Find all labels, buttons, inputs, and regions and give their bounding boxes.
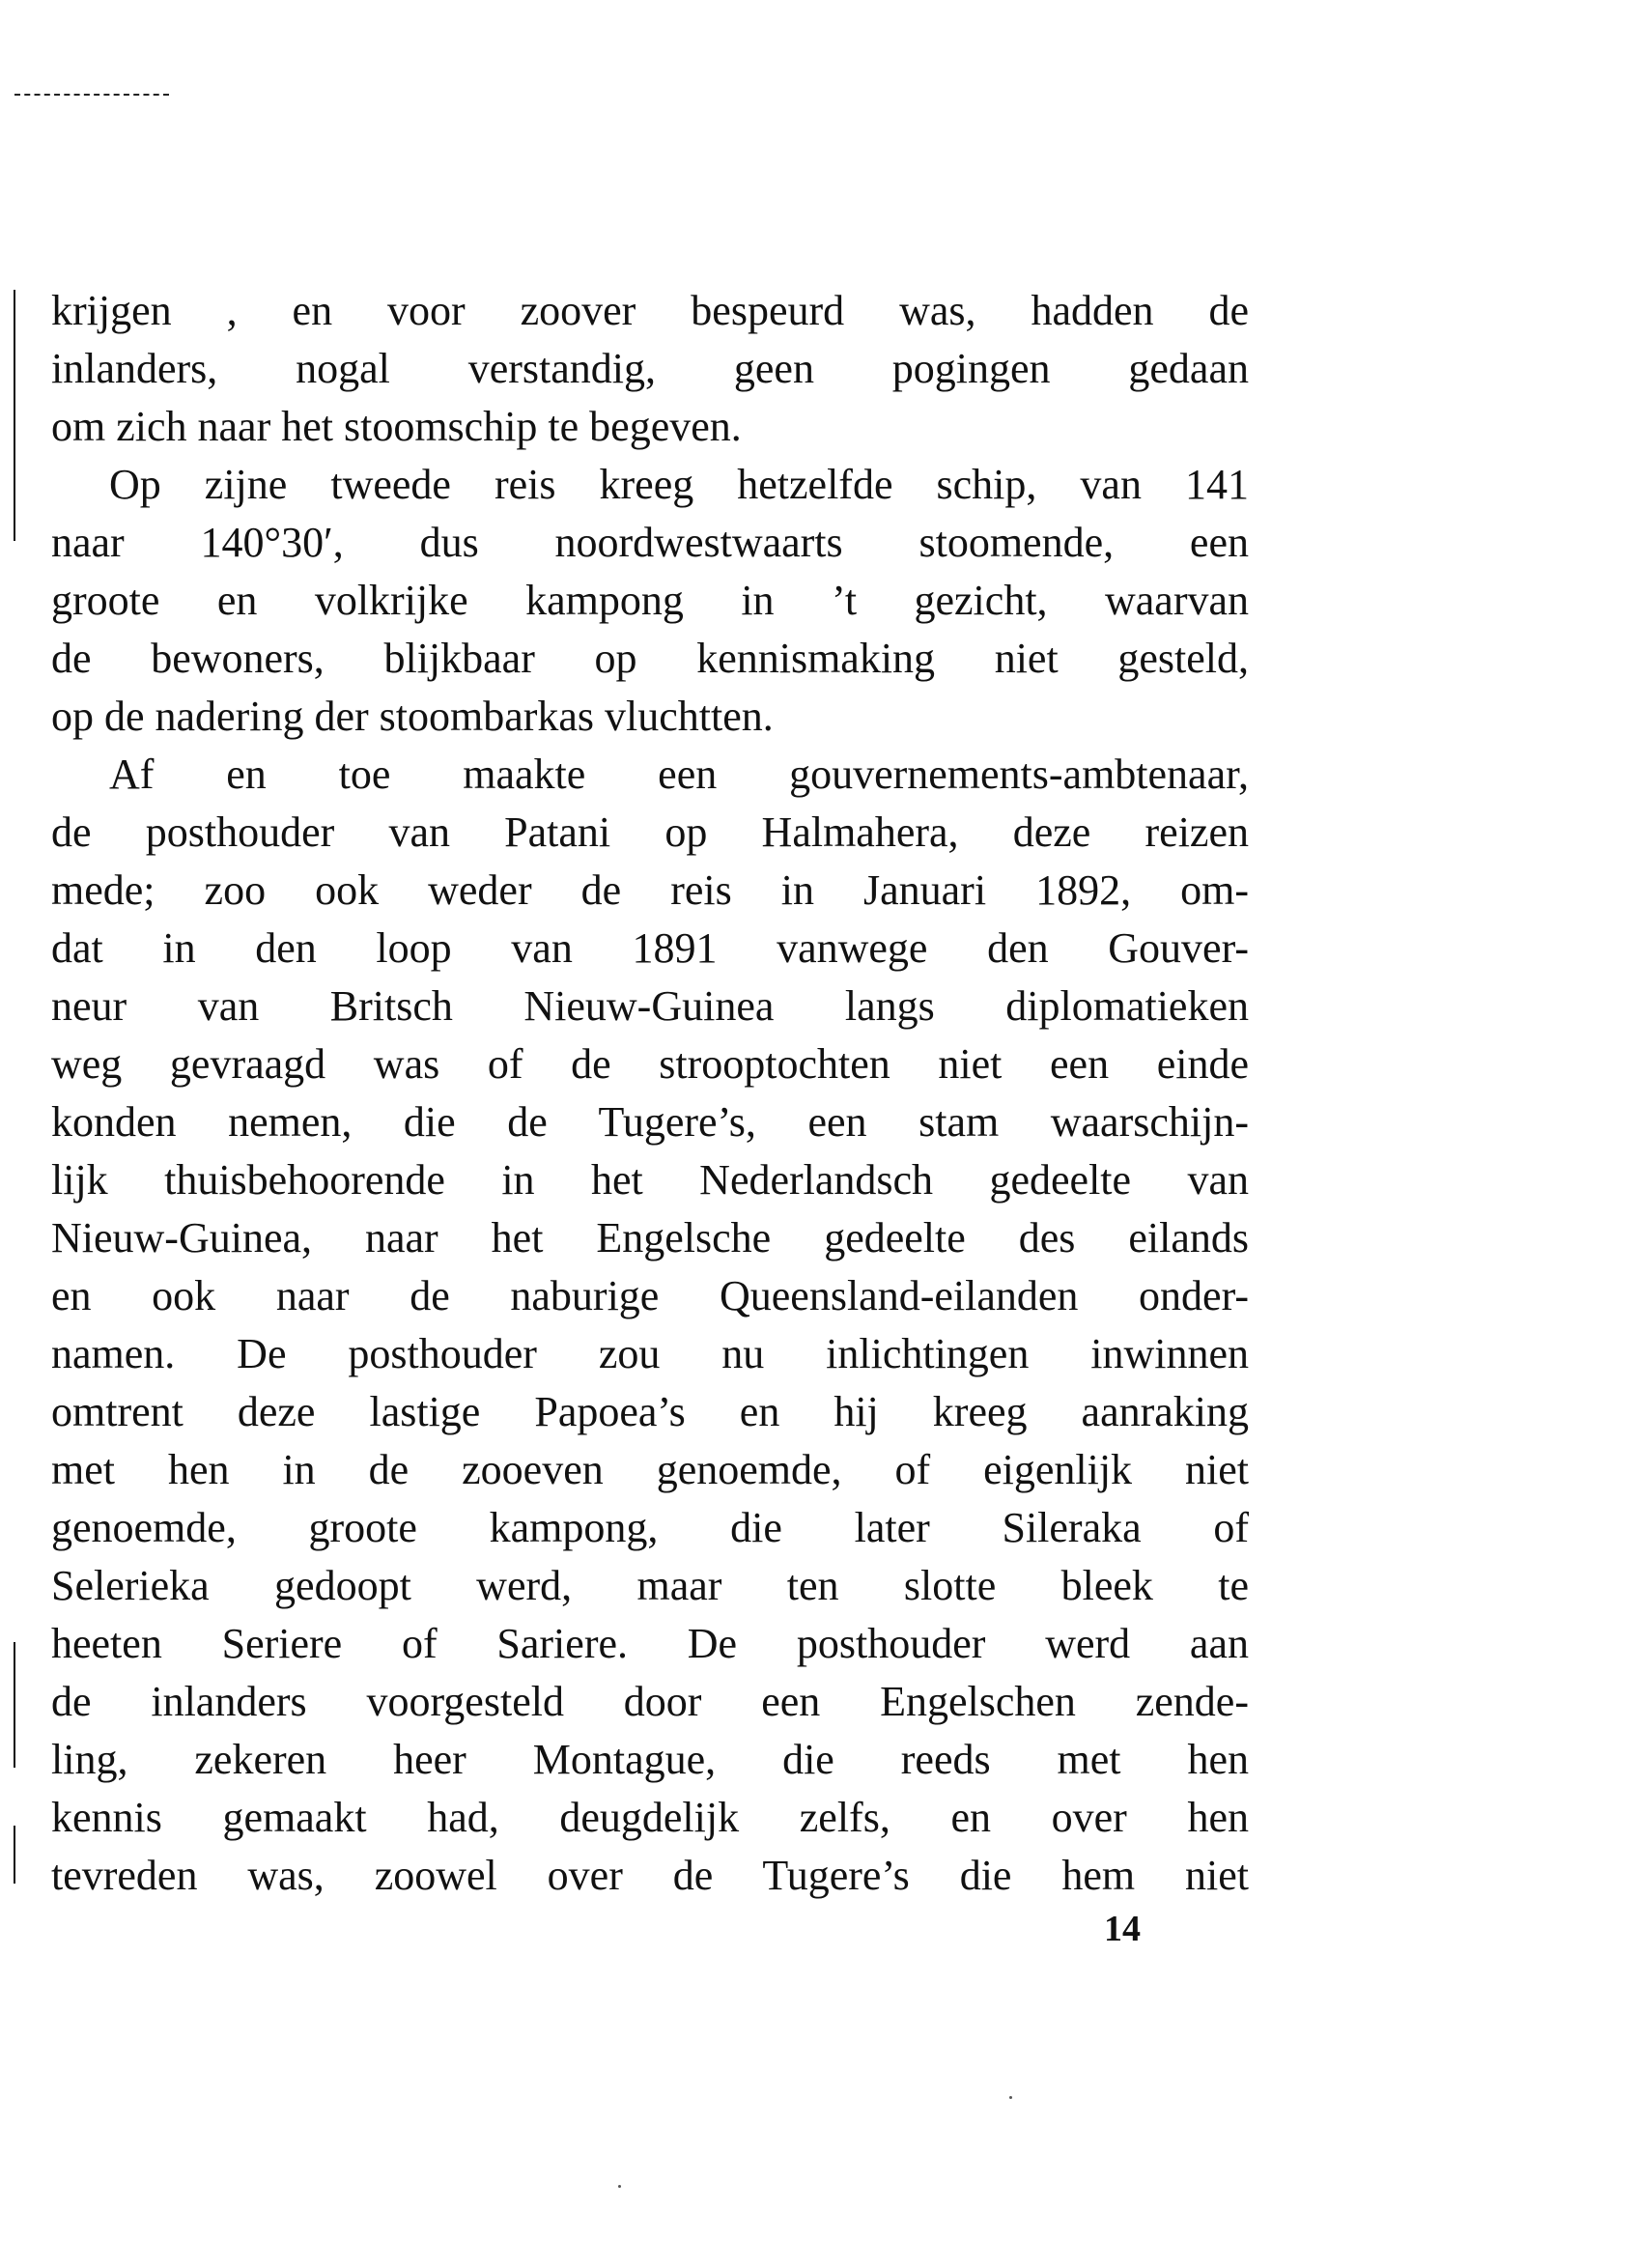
text-line: dat in den loop van 1891 vanwege den Gouver- (51, 924, 1249, 972)
text-line: Selerieka gedoopt werd, maar ten slotte bleek te (51, 1562, 1249, 1609)
margin-rule (14, 290, 15, 541)
text-line: op de nadering der stoombarkas vluchtten. (51, 693, 774, 740)
text-line: met hen in de zooeven genoemde, of eigenlijk niet (51, 1446, 1249, 1493)
text-line: lijk thuisbehoorende in het Nederlandsch gedeelte van (51, 1156, 1249, 1204)
text-line: mede; zoo ook weder de reis in Januari 1892, om- (51, 866, 1249, 914)
text-line: inlanders, nogal verstandig, geen pogingen gedaan (51, 345, 1249, 392)
text-line: kennis gemaakt had, deugdelijk zelfs, en over hen (51, 1794, 1249, 1841)
text-line: om zich naar het stoomschip te begeven. (51, 403, 742, 450)
text-line: ling, zekeren heer Montague, die reeds met hen (51, 1736, 1249, 1783)
text-line: weg gevraagd was of de strooptochten niet een einde (51, 1040, 1249, 1088)
text-line: Af en toe maakte een gouvernements-ambtenaar, (109, 751, 1249, 798)
text-line: konden nemen, die de Tugere’s, een stam waarschijn- (51, 1098, 1249, 1146)
scan-speck (1009, 2096, 1012, 2099)
margin-rule (14, 1826, 15, 1884)
text-line: neur van Britsch Nieuw-Guinea langs diplomatieken (51, 982, 1249, 1030)
text-line: groote en volkrijke kampong in ’t gezicht, waarvan (51, 577, 1249, 624)
text-line: de bewoners, blijkbaar op kennismaking niet gesteld, (51, 635, 1249, 682)
text-line: en ook naar de naburige Queensland-eilanden onder- (51, 1272, 1249, 1319)
text-line: tevreden was, zoowel over de Tugere’s die hem niet (51, 1852, 1249, 1899)
text-line: namen. De posthouder zou nu inlichtingen inwinnen (51, 1330, 1249, 1377)
text-line: de inlanders voorgesteld door een Engelschen zende- (51, 1678, 1249, 1725)
scan-artifact-marks (14, 94, 169, 98)
text-line: heeten Seriere of Sariere. De posthouder werd aan (51, 1620, 1249, 1667)
margin-rule (14, 1642, 15, 1768)
text-line: genoemde, groote kampong, die later Sileraka of (51, 1504, 1249, 1551)
body-text (51, 282, 1249, 1905)
text-line: de posthouder van Patani op Halmahera, deze reizen (51, 808, 1249, 856)
scan-speck (618, 2185, 621, 2188)
text-line: krijgen , en voor zoover bespeurd was, hadden de (51, 287, 1249, 334)
text-line: omtrent deze lastige Papoea’s en hij kreeg aanraking (51, 1388, 1249, 1435)
page-number: 14 (1104, 1909, 1141, 1949)
text-line: naar 140°30′, dus noordwestwaarts stoomende, een (51, 519, 1249, 566)
text-line: Op zijne tweede reis kreeg hetzelfde schip, van 141 (109, 461, 1249, 508)
text-line: Nieuw-Guinea, naar het Engelsche gedeelte des eilands (51, 1214, 1249, 1262)
